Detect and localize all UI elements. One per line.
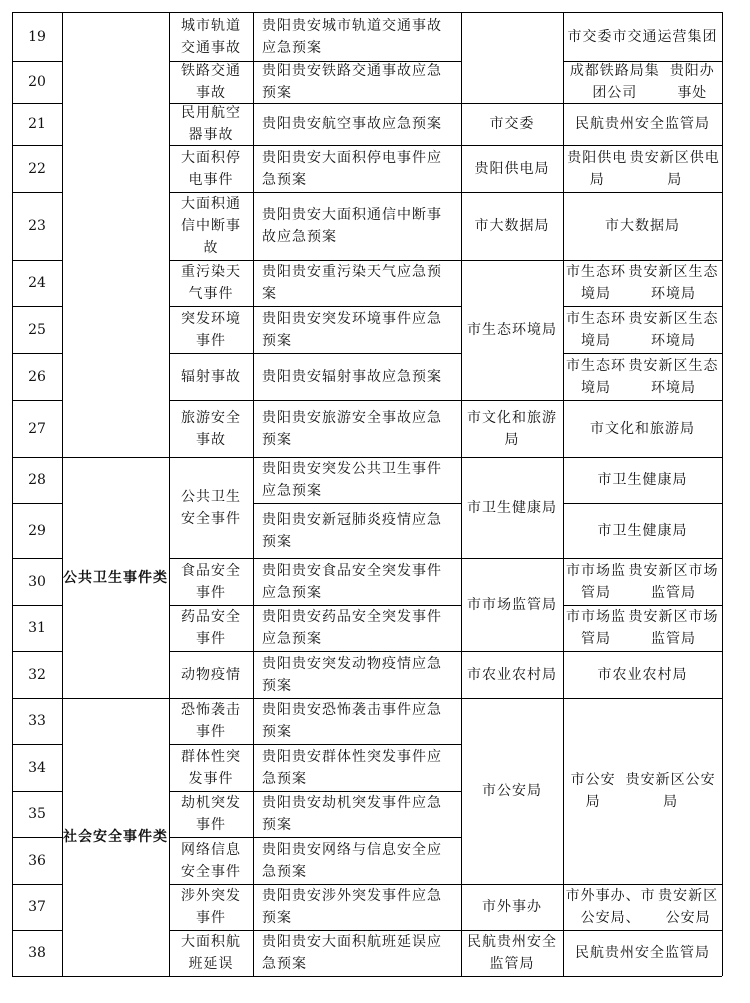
plan-name: 贵阳贵安恐怖袭击事件应急预案: [262, 702, 442, 740]
event-type: 大面积停电事件: [181, 149, 241, 188]
event-type: 群体性突发事件: [181, 748, 241, 787]
responsible-units: 市卫生健康局: [597, 472, 688, 488]
row-number: 23: [28, 218, 46, 234]
plan-name: 贵阳贵安大面积通信中断事故应急预案: [262, 207, 442, 245]
event-type: 恐怖袭击事件: [181, 702, 241, 740]
responsible-units: 市外事办、市公安局、 贵安新区公安局: [565, 888, 719, 926]
row-number: 25: [28, 321, 46, 338]
responsible-units: 市交委 市交通运营集团: [567, 28, 718, 45]
event-type: 网络信息安全事件: [181, 841, 241, 880]
lead-department: 市公安局: [482, 783, 542, 799]
plan-name: 贵阳贵安突发公共卫生事件应急预案: [262, 461, 442, 499]
event-type: 动物疫情: [181, 666, 241, 683]
event-type: 涉外突发事件: [181, 888, 241, 926]
responsible-units: 民航贵州安全监管局: [575, 945, 710, 961]
event-type: 重污染天气事件: [181, 264, 241, 302]
event-type: 民用航空器事故: [181, 105, 241, 143]
plan-name: 贵阳贵安大面积停电事件应急预案: [262, 149, 442, 188]
row-number: 29: [28, 522, 46, 539]
row-number: 31: [28, 620, 46, 636]
plan-name: 贵阳贵安大面积航班延误应急预案: [262, 934, 442, 972]
responsible-units: 市生态环境局 贵安新区生态环境局: [566, 310, 719, 349]
row-number: 33: [28, 713, 46, 729]
responsible-units: 市文化和旅游局: [590, 420, 695, 437]
event-type: 公共卫生安全事件: [181, 488, 241, 527]
responsible-units: 市卫生健康局: [597, 522, 688, 539]
lead-department: 市交委: [489, 116, 535, 132]
row-number: 24: [28, 275, 46, 291]
plan-name: 贵阳贵安网络与信息安全应急预案: [262, 841, 442, 880]
event-type: 药品安全事件: [181, 609, 241, 647]
event-type: 突发环境事件: [181, 310, 241, 349]
row-number: 27: [28, 420, 46, 437]
row-number: 30: [28, 573, 46, 590]
lead-department: 市卫生健康局: [467, 499, 557, 516]
event-type: 劫机突发事件: [181, 795, 241, 833]
event-type: 辐射事故: [181, 368, 241, 385]
responsible-units: 市农业农村局: [597, 666, 688, 683]
row-number: 21: [28, 116, 46, 132]
plan-name: 贵阳贵安新冠肺炎疫情应急预案: [262, 511, 442, 550]
plan-name: 贵阳贵安辐射事故应急预案: [262, 368, 442, 385]
responsible-units: 市生态环境局 贵安新区生态环境局: [566, 357, 719, 396]
row-number: 36: [28, 852, 46, 869]
row-number: 34: [28, 759, 46, 776]
responsible-units: 市市场监管局 贵安新区市场监管局: [566, 609, 719, 647]
lead-department: 市农业农村局: [467, 666, 557, 683]
responsible-units: 成都铁路局集团公司 贵阳办事处: [569, 63, 715, 101]
row-number: 32: [28, 666, 46, 683]
category-cell: 社会安全事件类: [63, 829, 168, 845]
plan-name: 贵阳贵安群体性突发事件应急预案: [262, 748, 442, 787]
event-type: 城市轨道交通事故: [181, 17, 241, 56]
plan-name: 贵阳贵安突发环境事件应急预案: [262, 310, 442, 349]
lead-department: 市市场监管局: [467, 596, 557, 613]
plan-name: 贵阳贵安城市轨道交通事故应急预案: [262, 17, 442, 56]
row-number: 28: [28, 472, 46, 488]
plan-name: 贵阳贵安食品安全突发事件应急预案: [262, 562, 442, 601]
responsible-units: 民航贵州安全监管局: [575, 116, 710, 132]
lead-department: 贵阳供电局: [474, 160, 550, 177]
plan-name: 贵阳贵安劫机突发事件应急预案: [262, 795, 442, 833]
category-cell: [62, 12, 169, 457]
responsible-units: 市市场监管局 贵安新区市场监管局: [566, 562, 719, 601]
lead-department: 市外事办: [482, 899, 542, 915]
plan-name: 贵阳贵安药品安全突发事件应急预案: [262, 609, 442, 647]
row-number: 22: [28, 160, 46, 177]
row-number: 19: [28, 28, 46, 45]
responsible-units: 市公安局 贵安新区公安局: [570, 772, 716, 810]
event-type: 旅游安全事故: [181, 409, 241, 448]
plan-name: 贵阳贵安航空事故应急预案: [262, 116, 442, 132]
row-number: 20: [28, 74, 46, 90]
row-number: 35: [28, 806, 46, 822]
row-number: 37: [28, 899, 46, 915]
lead-department: 市生态环境局: [467, 322, 557, 338]
plan-name: 贵阳贵安涉外突发事件应急预案: [262, 888, 442, 926]
lead-department: 市文化和旅游局: [467, 409, 557, 448]
lead-department: 民航贵州安全监管局: [467, 934, 557, 972]
plan-name: 贵阳贵安铁路交通事故应急预案: [262, 63, 442, 101]
row-number: 26: [28, 368, 46, 385]
plan-name: 贵阳贵安旅游安全事故应急预案: [262, 409, 442, 448]
plan-name: 贵阳贵安重污染天气应急预案: [262, 264, 442, 302]
event-type: 铁路交通事故: [181, 63, 241, 101]
responsible-units: 贵阳供电局 贵安新区供电局: [567, 149, 720, 188]
lead-department: 市大数据局: [474, 218, 550, 234]
lead-department: [461, 12, 563, 103]
row-number: 38: [28, 945, 46, 961]
event-type: 食品安全事件: [181, 562, 241, 601]
event-type: 大面积通信中断事故: [181, 196, 241, 256]
plan-name: 贵阳贵安突发动物疫情应急预案: [262, 655, 442, 694]
responsible-units: 市生态环境局 贵安新区生态环境局: [566, 264, 719, 302]
category-cell: 公共卫生事件类: [63, 569, 168, 586]
responsible-units: 市大数据局: [605, 218, 680, 234]
event-type: 大面积航班延误: [181, 934, 241, 972]
